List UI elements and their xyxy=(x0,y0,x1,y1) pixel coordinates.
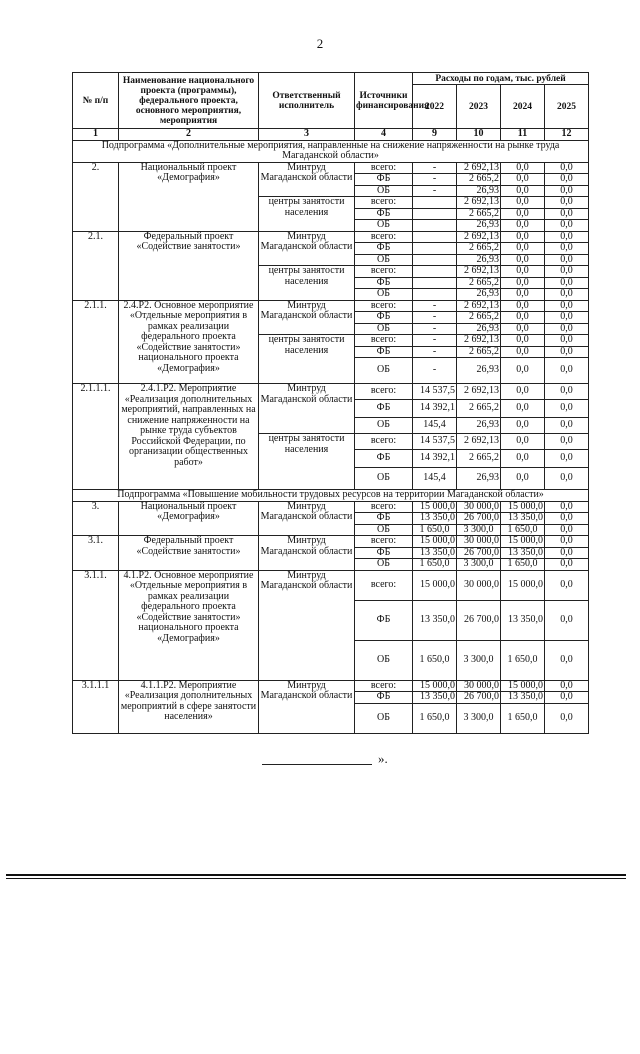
value-cell: 0,0 xyxy=(501,243,545,255)
value-cell: 2 665,2 xyxy=(457,312,501,324)
value-cell xyxy=(413,289,457,301)
value-cell: 0,0 xyxy=(501,384,545,400)
value-cell: 0,0 xyxy=(501,208,545,220)
value-cell: 0,0 xyxy=(545,600,589,640)
value-cell: 0,0 xyxy=(545,680,589,692)
value-cell: 0,0 xyxy=(545,300,589,312)
value-cell: 15 000,0 xyxy=(413,570,457,600)
closing-quote: ». xyxy=(378,751,388,766)
value-cell: 13 350,0 xyxy=(501,547,545,559)
row-number: 3. xyxy=(73,501,119,536)
value-cell: - xyxy=(413,312,457,324)
source-cell: всего: xyxy=(355,300,413,312)
source-cell: ФБ xyxy=(355,243,413,255)
value-cell xyxy=(413,220,457,232)
row-name: Национальный проект «Демография» xyxy=(119,162,259,231)
value-cell: 30 000,0 xyxy=(457,501,501,513)
value-cell: 13 350,0 xyxy=(413,547,457,559)
page-number: 2 xyxy=(316,36,324,51)
row-name: Национальный проект «Демография» xyxy=(119,501,259,536)
col-number: 4 xyxy=(355,129,413,141)
header-year: 2025 xyxy=(545,85,589,129)
responsible-cell: Минтруд Магаданской области xyxy=(259,231,355,266)
value-cell: 0,0 xyxy=(545,468,589,490)
value-cell: 2 692,13 xyxy=(457,162,501,174)
value-cell: 0,0 xyxy=(501,335,545,347)
value-cell: - xyxy=(413,346,457,358)
value-cell: 0,0 xyxy=(501,289,545,301)
value-cell: 2 692,13 xyxy=(457,384,501,400)
value-cell: 0,0 xyxy=(501,323,545,335)
source-cell: ОБ xyxy=(355,254,413,266)
value-cell: 2 692,13 xyxy=(457,231,501,243)
value-cell: 145,4 xyxy=(413,468,457,490)
value-cell: - xyxy=(413,185,457,197)
source-cell: всего: xyxy=(355,434,413,450)
value-cell: 2 665,2 xyxy=(457,277,501,289)
source-cell: всего: xyxy=(355,266,413,278)
value-cell: 0,0 xyxy=(545,570,589,600)
source-cell: ФБ xyxy=(355,277,413,289)
source-cell: ОБ xyxy=(355,323,413,335)
value-cell: 0,0 xyxy=(545,231,589,243)
value-cell: 26,93 xyxy=(457,220,501,232)
value-cell: 1 650,0 xyxy=(413,559,457,571)
value-cell: 13 350,0 xyxy=(501,513,545,525)
value-cell xyxy=(413,243,457,255)
value-cell: 14 537,5 xyxy=(413,434,457,450)
value-cell: 145,4 xyxy=(413,418,457,434)
source-cell: всего: xyxy=(355,197,413,209)
value-cell: 2 692,13 xyxy=(457,434,501,450)
value-cell: 0,0 xyxy=(501,220,545,232)
value-cell: 30 000,0 xyxy=(457,570,501,600)
value-cell: 1 650,0 xyxy=(501,524,545,536)
source-cell: ФБ xyxy=(355,450,413,468)
row-name: Федеральный проект «Содействие занятости» xyxy=(119,536,259,571)
value-cell: 0,0 xyxy=(545,197,589,209)
value-cell: 2 692,13 xyxy=(457,197,501,209)
value-cell: 0,0 xyxy=(545,220,589,232)
value-cell: 0,0 xyxy=(501,346,545,358)
col-number: 11 xyxy=(501,129,545,141)
row-number: 2.1.1. xyxy=(73,300,119,384)
source-cell: ОБ xyxy=(355,289,413,301)
value-cell: 1 650,0 xyxy=(413,524,457,536)
source-cell: ОБ xyxy=(355,524,413,536)
value-cell: 2 665,2 xyxy=(457,243,501,255)
header-expenses: Расходы по годам, тыс. рублей xyxy=(413,73,589,85)
source-cell: ОБ xyxy=(355,703,413,733)
signature-line xyxy=(262,752,372,765)
responsible-cell: центры занятости населения xyxy=(259,266,355,301)
footer-rule xyxy=(6,878,626,879)
row-name: 4.1.Р2. Основное мероприятие «Отдельные мероприятия в рамках реализации федерального проекта «Содействие занятости» национального проекта «Демография» xyxy=(119,570,259,680)
value-cell: 1 650,0 xyxy=(501,703,545,733)
value-cell: 0,0 xyxy=(501,266,545,278)
value-cell: 1 650,0 xyxy=(413,703,457,733)
header-responsible: Ответственный исполнитель xyxy=(259,73,355,129)
source-cell: всего: xyxy=(355,162,413,174)
value-cell: 15 000,0 xyxy=(501,570,545,600)
value-cell: - xyxy=(413,358,457,384)
responsible-cell: Минтруд Магаданской области xyxy=(259,384,355,434)
source-cell: ОБ xyxy=(355,468,413,490)
value-cell: 13 350,0 xyxy=(413,600,457,640)
source-cell: ФБ xyxy=(355,400,413,418)
value-cell: 0,0 xyxy=(545,400,589,418)
source-cell: ОБ xyxy=(355,220,413,232)
col-number: 3 xyxy=(259,129,355,141)
value-cell: 2 665,2 xyxy=(457,174,501,186)
value-cell: 0,0 xyxy=(501,400,545,418)
source-cell: всего: xyxy=(355,680,413,692)
col-number: 12 xyxy=(545,129,589,141)
value-cell: - xyxy=(413,174,457,186)
value-cell: 0,0 xyxy=(545,536,589,548)
value-cell: 15 000,0 xyxy=(501,680,545,692)
value-cell: 1 650,0 xyxy=(501,640,545,680)
value-cell: 15 000,0 xyxy=(413,680,457,692)
value-cell: 0,0 xyxy=(545,335,589,347)
value-cell: 2 665,2 xyxy=(457,450,501,468)
value-cell: 2 692,13 xyxy=(457,300,501,312)
value-cell: 0,0 xyxy=(545,323,589,335)
value-cell: 0,0 xyxy=(501,418,545,434)
source-cell: всего: xyxy=(355,536,413,548)
source-cell: ОБ xyxy=(355,185,413,197)
value-cell: 0,0 xyxy=(545,418,589,434)
col-number: 9 xyxy=(413,129,457,141)
value-cell: 0,0 xyxy=(545,640,589,680)
value-cell: 0,0 xyxy=(545,289,589,301)
source-cell: ФБ xyxy=(355,174,413,186)
header-year: 2024 xyxy=(501,85,545,129)
row-name: 2.4.Р2. Основное мероприятие «Отдельные мероприятия в рамках реализации федерального проекта «Содействие занятости» национального проекта «Демография» xyxy=(119,300,259,384)
value-cell: 26,93 xyxy=(457,468,501,490)
value-cell: 0,0 xyxy=(545,208,589,220)
row-number: 2. xyxy=(73,162,119,231)
value-cell: 0,0 xyxy=(545,547,589,559)
value-cell: 0,0 xyxy=(501,162,545,174)
responsible-cell: Минтруд Магаданской области xyxy=(259,680,355,733)
row-name: Федеральный проект «Содействие занятости» xyxy=(119,231,259,300)
value-cell xyxy=(413,208,457,220)
value-cell: 0,0 xyxy=(545,162,589,174)
responsible-cell: центры занятости населения xyxy=(259,434,355,490)
value-cell: 3 300,0 xyxy=(457,524,501,536)
value-cell: 0,0 xyxy=(545,254,589,266)
value-cell: 26 700,0 xyxy=(457,600,501,640)
value-cell: 14 392,1 xyxy=(413,450,457,468)
value-cell: 0,0 xyxy=(545,358,589,384)
responsible-cell: Минтруд Магаданской области xyxy=(259,536,355,571)
source-cell: ФБ xyxy=(355,692,413,704)
value-cell: 0,0 xyxy=(501,434,545,450)
value-cell: 0,0 xyxy=(545,384,589,400)
value-cell: 0,0 xyxy=(501,254,545,266)
value-cell: 0,0 xyxy=(501,300,545,312)
source-cell: всего: xyxy=(355,335,413,347)
header-sources: Источники финансирования xyxy=(355,73,413,129)
value-cell: 15 000,0 xyxy=(501,536,545,548)
source-cell: всего: xyxy=(355,384,413,400)
value-cell: 14 537,5 xyxy=(413,384,457,400)
source-cell: ФБ xyxy=(355,208,413,220)
header-year: 2023 xyxy=(457,85,501,129)
value-cell: 0,0 xyxy=(545,501,589,513)
subprogram-title: Подпрограмма «Повышение мобильности трудовых ресурсов на территории Магаданской области» xyxy=(73,490,589,502)
value-cell: 2 665,2 xyxy=(457,208,501,220)
value-cell: - xyxy=(413,335,457,347)
value-cell: 0,0 xyxy=(545,513,589,525)
value-cell: - xyxy=(413,162,457,174)
responsible-cell: центры занятости населения xyxy=(259,335,355,384)
value-cell: 14 392,1 xyxy=(413,400,457,418)
value-cell: 3 300,0 xyxy=(457,640,501,680)
responsible-cell: центры занятости населения xyxy=(259,197,355,232)
value-cell: 26,93 xyxy=(457,358,501,384)
source-cell: ФБ xyxy=(355,513,413,525)
value-cell: 0,0 xyxy=(501,468,545,490)
value-cell: 30 000,0 xyxy=(457,536,501,548)
value-cell: 0,0 xyxy=(545,524,589,536)
source-cell: ФБ xyxy=(355,312,413,324)
col-number: 10 xyxy=(457,129,501,141)
value-cell: 0,0 xyxy=(501,174,545,186)
value-cell: 13 350,0 xyxy=(501,600,545,640)
value-cell: 15 000,0 xyxy=(413,536,457,548)
value-cell: 2 665,2 xyxy=(457,346,501,358)
value-cell: 0,0 xyxy=(545,312,589,324)
source-cell: ФБ xyxy=(355,346,413,358)
source-cell: ОБ xyxy=(355,640,413,680)
value-cell xyxy=(413,231,457,243)
value-cell: 1 650,0 xyxy=(413,640,457,680)
value-cell: 13 350,0 xyxy=(413,692,457,704)
value-cell: 0,0 xyxy=(545,692,589,704)
col-number: 1 xyxy=(73,129,119,141)
value-cell xyxy=(413,277,457,289)
row-number: 2.1.1.1. xyxy=(73,384,119,490)
value-cell: 26,93 xyxy=(457,289,501,301)
value-cell: 13 350,0 xyxy=(501,692,545,704)
value-cell: 15 000,0 xyxy=(501,501,545,513)
source-cell: всего: xyxy=(355,231,413,243)
value-cell: 15 000,0 xyxy=(413,501,457,513)
value-cell: 0,0 xyxy=(501,185,545,197)
source-cell: ФБ xyxy=(355,547,413,559)
header-num: № п/п xyxy=(73,73,119,129)
value-cell: 2 692,13 xyxy=(457,266,501,278)
value-cell: 26,93 xyxy=(457,254,501,266)
value-cell: 26,93 xyxy=(457,185,501,197)
row-number: 3.1.1. xyxy=(73,570,119,680)
source-cell: всего: xyxy=(355,501,413,513)
source-cell: всего: xyxy=(355,570,413,600)
responsible-cell: Минтруд Магаданской области xyxy=(259,300,355,335)
value-cell: 26 700,0 xyxy=(457,547,501,559)
value-cell: 0,0 xyxy=(545,703,589,733)
subprogram-title: Подпрограмма «Дополнительные мероприятия, направленные на снижение напряженности на рынке труда Магаданской области» xyxy=(73,140,589,162)
value-cell: 0,0 xyxy=(545,434,589,450)
source-cell: ОБ xyxy=(355,418,413,434)
value-cell: 3 300,0 xyxy=(457,559,501,571)
expenses-table xyxy=(72,72,589,734)
value-cell: 0,0 xyxy=(545,174,589,186)
row-number: 3.1. xyxy=(73,536,119,571)
row-number: 3.1.1.1 xyxy=(73,680,119,733)
col-number: 2 xyxy=(119,129,259,141)
value-cell: 0,0 xyxy=(545,243,589,255)
value-cell: 0,0 xyxy=(545,185,589,197)
value-cell: 26 700,0 xyxy=(457,692,501,704)
value-cell: 1 650,0 xyxy=(501,559,545,571)
row-name: 2.4.1.Р2. Мероприятие «Реализация дополнительных мероприятий, направленных на снижение напряженности на рынке труда субъектов Российской Федерации, по организации общественных работ» xyxy=(119,384,259,490)
value-cell: 0,0 xyxy=(501,450,545,468)
value-cell: 0,0 xyxy=(501,358,545,384)
value-cell: 0,0 xyxy=(501,277,545,289)
footer-rule xyxy=(6,874,626,876)
value-cell: 26,93 xyxy=(457,418,501,434)
source-cell: ОБ xyxy=(355,559,413,571)
value-cell: 2 692,13 xyxy=(457,335,501,347)
value-cell: 0,0 xyxy=(501,312,545,324)
value-cell: 0,0 xyxy=(545,346,589,358)
header-year: 2022 xyxy=(413,85,457,129)
responsible-cell: Минтруд Магаданской области xyxy=(259,570,355,680)
value-cell: 26,93 xyxy=(457,323,501,335)
value-cell: 2 665,2 xyxy=(457,400,501,418)
source-cell: ФБ xyxy=(355,600,413,640)
responsible-cell: Минтруд Магаданской области xyxy=(259,162,355,197)
value-cell xyxy=(413,197,457,209)
value-cell: - xyxy=(413,300,457,312)
source-cell: ОБ xyxy=(355,358,413,384)
value-cell: 26 700,0 xyxy=(457,513,501,525)
value-cell xyxy=(413,254,457,266)
row-number: 2.1. xyxy=(73,231,119,300)
value-cell: 0,0 xyxy=(545,559,589,571)
value-cell: 30 000,0 xyxy=(457,680,501,692)
value-cell: 0,0 xyxy=(545,277,589,289)
value-cell: 0,0 xyxy=(501,231,545,243)
value-cell: 0,0 xyxy=(501,197,545,209)
header-name: Наименование национального проекта (программы), федерального проекта, основного мероприятия, мероприятия xyxy=(119,73,259,129)
value-cell: 3 300,0 xyxy=(457,703,501,733)
value-cell: 0,0 xyxy=(545,266,589,278)
row-name: 4.1.1.Р2. Мероприятие «Реализация дополнительных мероприятий в сфере занятости населения» xyxy=(119,680,259,733)
value-cell: - xyxy=(413,323,457,335)
responsible-cell: Минтруд Магаданской области xyxy=(259,501,355,536)
value-cell xyxy=(413,266,457,278)
value-cell: 0,0 xyxy=(545,450,589,468)
value-cell: 13 350,0 xyxy=(413,513,457,525)
